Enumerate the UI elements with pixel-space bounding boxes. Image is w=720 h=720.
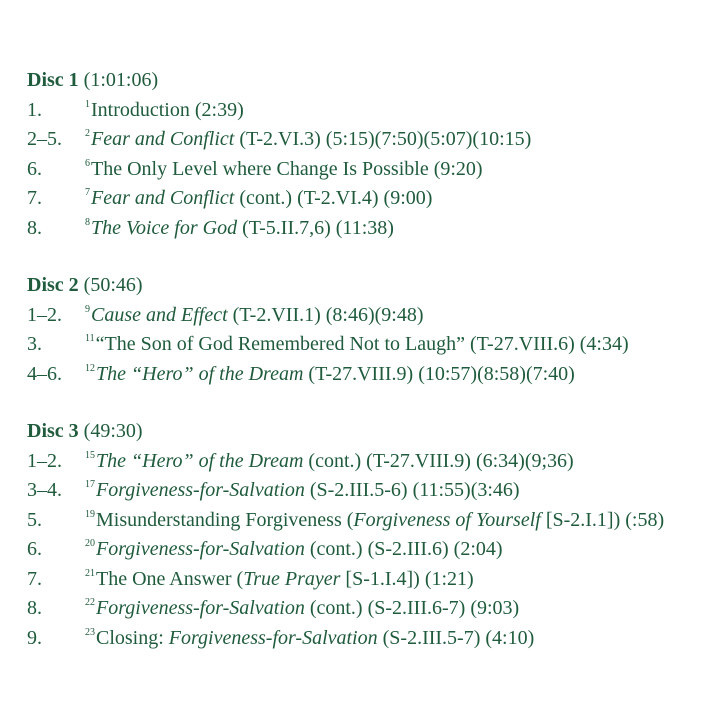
track-title: [85, 301, 707, 331]
reference-superscript: 1: [85, 98, 90, 110]
reference-superscript: 12: [85, 362, 95, 374]
track-title: [85, 360, 707, 390]
disc-duration: (1:01:06): [83, 69, 159, 91]
reference-superscript: 19: [85, 508, 95, 520]
reference-superscript: 7: [85, 187, 90, 198]
reference-superscript: 22: [85, 597, 95, 608]
disc-section: [27, 271, 707, 389]
track-title: [85, 184, 707, 214]
italic-title-text: Forgiveness-for-Salvation: [96, 597, 305, 619]
track-row: [27, 125, 707, 155]
track-title: [85, 330, 707, 360]
track-title: [85, 506, 707, 536]
title-text: The One Answer (: [96, 567, 244, 590]
track-title: [85, 214, 707, 244]
italic-title-text: Fear and Conflict: [91, 187, 235, 209]
italic-title-text: Cause and Effect: [91, 303, 228, 326]
italic-title-text: The “Hero” of the Dream: [96, 362, 304, 385]
reference-superscript: 20: [85, 538, 95, 549]
track-title: [85, 565, 707, 595]
track-row: [27, 447, 707, 477]
title-text: (cont.) (T-2.VI.4) (9:00): [234, 187, 433, 209]
disc-header: [27, 271, 707, 301]
track-row: [27, 155, 707, 185]
reference-superscript: 2: [85, 128, 90, 139]
track-listing: [27, 66, 707, 681]
track-row: [27, 535, 707, 565]
disc-title: Disc 3: [27, 420, 79, 442]
reference-superscript: 17: [85, 479, 95, 490]
track-row: [27, 330, 707, 360]
title-text: The Only Level where Change Is Possible (9:20): [91, 157, 483, 180]
track-number: 6.: [27, 157, 42, 180]
track-row: [27, 594, 707, 624]
track-number: 9.: [27, 626, 42, 649]
track-title: [85, 594, 707, 624]
italic-title-text: Forgiveness-for-Salvation: [96, 538, 305, 560]
disc-section: [27, 417, 707, 653]
reference-superscript: 8: [85, 216, 90, 228]
disc-title: Disc 1: [27, 69, 79, 91]
track-row: [27, 565, 707, 595]
disc-header: [27, 66, 707, 96]
track-title: [85, 125, 707, 155]
disc-section: [27, 66, 707, 243]
disc-header: [27, 417, 707, 447]
track-number: 5.: [27, 508, 42, 531]
track-number: 7.: [27, 567, 42, 590]
title-text: Introduction (2:39): [91, 98, 244, 121]
track-row: [27, 624, 707, 654]
italic-title-text: True Prayer: [243, 567, 341, 590]
title-text: Closing:: [96, 626, 169, 649]
title-text: [S-2.I.1]) (:58): [540, 508, 665, 531]
title-text: (cont.) (S-2.III.6) (2:04): [304, 538, 503, 560]
track-number: 8.: [27, 597, 42, 619]
title-text: (cont.) (S-2.III.6-7) (9:03): [304, 597, 520, 619]
title-text: (cont.) (T-27.VIII.9) (6:34)(9;36): [303, 449, 574, 472]
track-title: [85, 624, 707, 654]
track-title: [85, 447, 707, 477]
track-number: 7.: [27, 187, 42, 209]
track-number: 1–2.: [27, 449, 62, 472]
track-title: [85, 96, 707, 126]
track-number: 6.: [27, 538, 42, 560]
title-text: [S-1.I.4]) (1:21): [340, 567, 474, 590]
track-row: [27, 184, 707, 214]
title-text: (T-5.II.7,6) (11:38): [237, 216, 394, 239]
track-row: [27, 360, 707, 390]
italic-title-text: The Voice for God: [91, 216, 238, 239]
reference-superscript: 9: [85, 303, 90, 315]
italic-title-text: Fear and Conflict: [91, 128, 235, 150]
reference-superscript: 15: [85, 449, 95, 461]
track-title: [85, 155, 707, 185]
track-number: 1–2.: [27, 303, 62, 326]
title-text: “The Son of God Remembered Not to Laugh” (T-27.VIII.6) (4:34): [95, 333, 629, 355]
italic-title-text: Forgiveness of Yourself: [353, 508, 541, 531]
title-text: (S-2.III.5-6) (11:55)(3:46): [304, 479, 520, 501]
title-text: Misunderstanding Forgiveness (: [96, 508, 354, 531]
track-title: [85, 535, 707, 565]
reference-superscript: 23: [85, 626, 95, 638]
title-text: (T-27.VIII.9) (10:57)(8:58)(7:40): [303, 362, 575, 385]
track-number: 3–4.: [27, 479, 62, 501]
track-row: [27, 301, 707, 331]
track-number: 8.: [27, 216, 42, 239]
title-text: (T-2.VI.3) (5:15)(7:50)(5:07)(10:15): [234, 128, 532, 150]
track-row: [27, 214, 707, 244]
reference-superscript: 6: [85, 157, 90, 169]
disc-duration: (49:30): [83, 420, 143, 442]
track-number: 4–6.: [27, 362, 62, 385]
track-number: 1.: [27, 98, 42, 121]
title-text: (T-2.VII.1) (8:46)(9:48): [227, 303, 424, 326]
title-text: (S-2.III.5-7) (4:10): [377, 626, 535, 649]
italic-title-text: Forgiveness-for-Salvation: [96, 479, 305, 501]
italic-title-text: Forgiveness-for-Salvation: [168, 626, 378, 649]
disc-title: Disc 2: [27, 274, 79, 296]
italic-title-text: The “Hero” of the Dream: [96, 449, 304, 472]
reference-superscript: 21: [85, 567, 95, 579]
track-row: [27, 506, 707, 536]
track-number: 3.: [27, 333, 42, 355]
track-row: [27, 476, 707, 506]
reference-superscript: 11: [85, 333, 95, 344]
disc-duration: (50:46): [83, 274, 143, 296]
track-row: [27, 96, 707, 126]
track-title: [85, 476, 707, 506]
track-number: 2–5.: [27, 128, 62, 150]
